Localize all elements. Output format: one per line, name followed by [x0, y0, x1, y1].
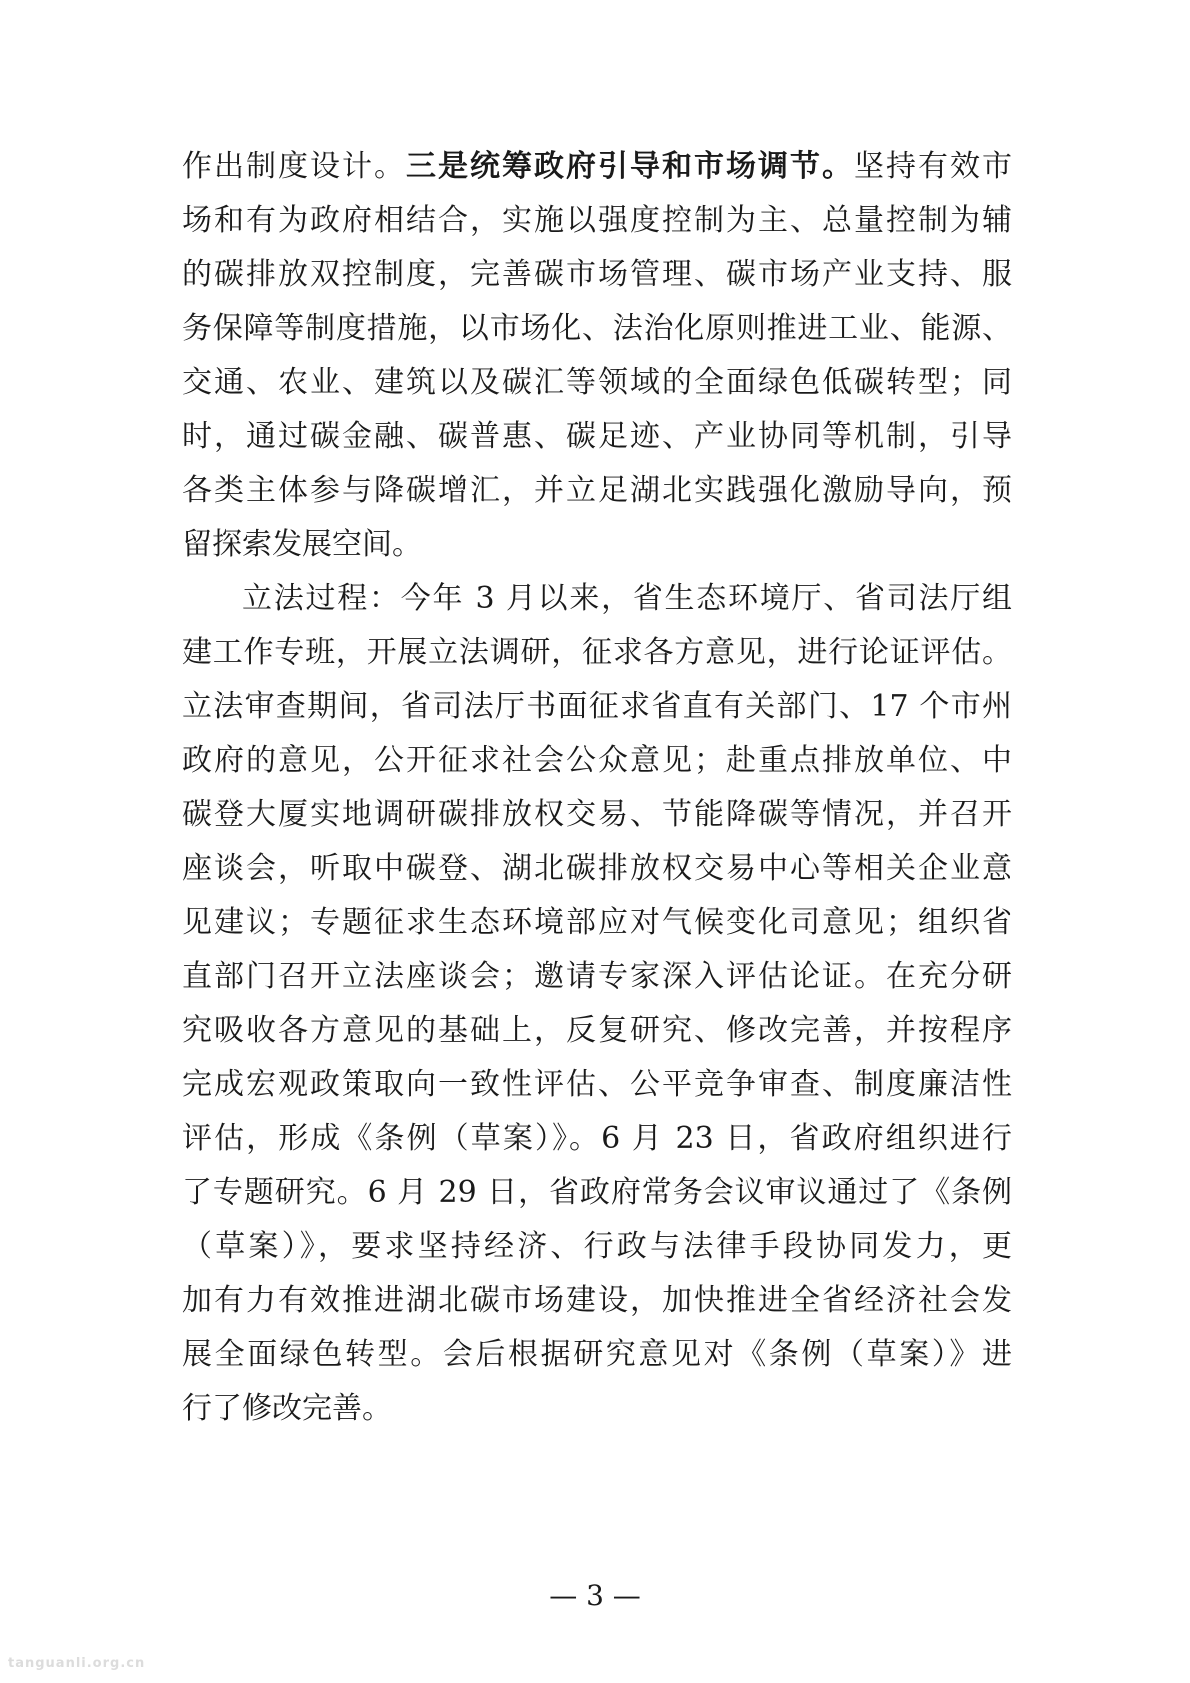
paragraph-2-line: 建工作专班，开展立法调研，征求各方意见，进行论证评估。: [182, 635, 1012, 670]
paragraph-2-line: 行了修改完善。: [182, 1391, 392, 1426]
paragraph-2-line: 直部门召开立法座谈会；邀请专家深入评估论证。在充分研: [182, 959, 1012, 994]
paragraph-2-line: （草案）》，要求坚持经济、行政与法律手段协同发力，更: [182, 1229, 1012, 1264]
bold-heading-statement: 三是统筹政府引导和市场调节。: [406, 149, 854, 184]
paragraph-1-line-1: [182, 140, 1012, 194]
paragraph-2-line: 见建议；专题征求生态环境部应对气候变化司意见；组织省: [182, 905, 1012, 940]
paragraph-2-line: 了专题研究。6 月 29 日，省政府常务会议审议通过了《条例: [182, 1175, 1012, 1210]
paragraph-2-line: 碳登大厦实地调研碳排放权交易、节能降碳等情况，并召开: [182, 797, 1012, 832]
page-number: — 3 —: [549, 1579, 641, 1612]
paragraph-2-line: 究吸收各方意见的基础上，反复研究、修改完善，并按程序: [182, 1013, 1012, 1048]
paragraph-1-line-6: 时，通过碳金融、碳普惠、碳足迹、产业协同等机制，引导: [182, 419, 1012, 454]
paragraph-1-line-7: 各类主体参与降碳增汇，并立足湖北实践强化激励导向，预: [182, 473, 1012, 508]
paragraph-1-line-5: 交通、农业、建筑以及碳汇等领域的全面绿色低碳转型；同: [182, 365, 1012, 400]
paragraph-1: [182, 140, 1012, 572]
paragraph-1-line-3: 的碳排放双控制度，完善碳市场管理、碳市场产业支持、服: [182, 257, 1012, 292]
paragraph-2-line: 评估，形成《条例（草案）》。6 月 23 日，省政府组织进行: [182, 1121, 1012, 1156]
line-1-prefix: 作出制度设计。: [182, 149, 406, 184]
paragraph-2-line: 加有力有效推进湖北碳市场建设，加快推进全省经济社会发: [182, 1283, 1012, 1318]
paragraph-2-line: 政府的意见，公开征求社会公众意见；赴重点排放单位、中: [182, 743, 1012, 778]
paragraph-2-line: 立法审查期间，省司法厅书面征求省直有关部门、17 个市州: [182, 689, 1012, 724]
paragraph-1-line-4: 务保障等制度措施，以市场化、法治化原则推进工业、能源、: [182, 311, 1012, 346]
paragraph-2-line: 完成宏观政策取向一致性评估、公平竞争审查、制度廉洁性: [182, 1067, 1012, 1102]
paragraph-2-line: 座谈会，听取中碳登、湖北碳排放权交易中心等相关企业意: [182, 851, 1012, 886]
line-1-suffix: 坚持有效市: [854, 149, 1012, 184]
paragraph-1-line-8: 留探索发展空间。: [182, 527, 422, 562]
paragraph-2: [182, 572, 1012, 1436]
paragraph-1-line-2: 场和有为政府相结合，实施以强度控制为主、总量控制为辅: [182, 203, 1012, 238]
watermark: tanguanli.org.cn: [8, 1656, 146, 1671]
paragraph-2-line: 展全面绿色转型。会后根据研究意见对《条例（草案）》进: [182, 1337, 1012, 1372]
paragraph-2-line: 立法过程：今年 3 月以来，省生态环境厅、省司法厅组: [242, 581, 1012, 616]
